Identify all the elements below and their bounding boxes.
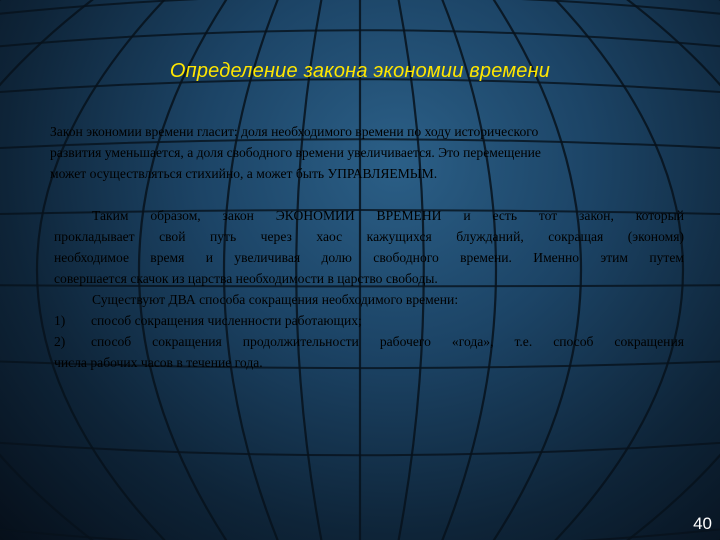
text-line: прокладывает свой путь через хаос кажущихся блужданий, сокращая (экономя): [54, 229, 684, 244]
list-item: [54, 331, 684, 352]
text-line: необходимое время и увеличивая долю свободного времени. Именно этим путем: [54, 250, 684, 265]
list-item-number: 1): [54, 313, 66, 328]
text-line: совершается скачок из царства необходимости в царство свободы.: [54, 271, 438, 286]
paragraph-law-definition: [50, 121, 690, 184]
text-line: Закон экономии времени гласит: доля необходимого времени по ходу исторического: [50, 124, 539, 139]
text-line: может осуществляться стихийно, а может быть УПРАВЛЯЕМЫМ.: [50, 166, 438, 181]
list-item-text: способ сокращения численности работающих;: [91, 313, 362, 328]
text-line: Таким образом, закон ЭКОНОМИИ ВРЕМЕНИ и есть тот закон, который: [92, 208, 684, 223]
list-item-continuation: числа рабочих часов в течение года.: [54, 355, 263, 370]
paragraph-conclusion: [54, 205, 684, 373]
list-item-number: 2): [54, 334, 66, 349]
ways-intro: Существуют ДВА способа сокращения необходимого времени:: [92, 292, 459, 307]
slide-title: Определение закона экономии времени: [169, 60, 551, 82]
text-line: развития уменьшается, а доля свободного времени увеличивается. Это перемещение: [50, 145, 541, 160]
page-number: 40: [693, 514, 712, 533]
list-item: [54, 310, 684, 331]
list-item-text: способ сокращения продолжительности рабочего «года», т.е. способ сокращения: [91, 334, 684, 349]
